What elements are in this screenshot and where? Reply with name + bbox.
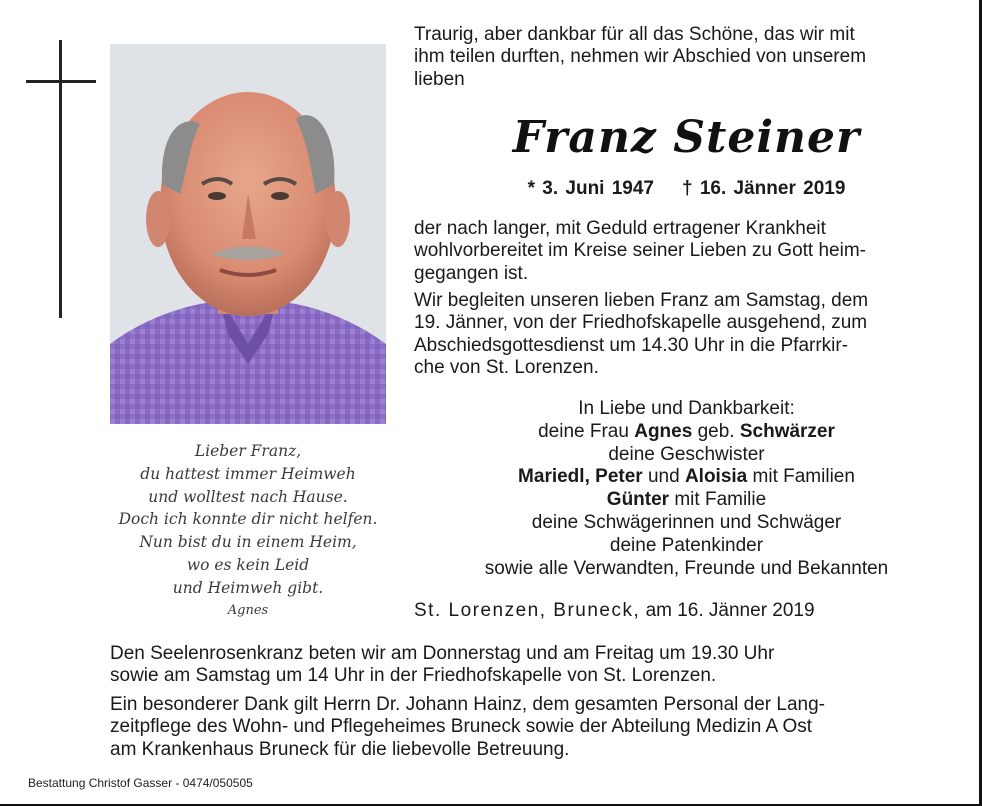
mourner-wife: deine Frau Agnes geb. Schwärzer — [538, 420, 835, 442]
intro-line: Traurig, aber dankbar für all das Schöne, das wir mit — [414, 24, 855, 45]
place-name: St. Lorenzen, Bruneck, — [414, 600, 641, 621]
poem-line: und Heimweh gibt. — [172, 578, 324, 597]
death-date: † 16. Jänner 2019 — [682, 178, 846, 199]
intro-line: lieben — [414, 68, 465, 90]
mourner-relatives: sowie alle Verwandten, Freunde und Bekannten — [484, 557, 889, 579]
body-line: der nach langer, mit Geduld ertragener Krankheit — [414, 218, 826, 239]
mourner-guenter: Günter mit Familie — [606, 489, 767, 511]
thanks-line: am Krankenhaus Bruneck für die liebevolle Betreuung. — [110, 738, 570, 760]
undertaker-credit: Bestattung Christof Gasser - 0474/050505 — [28, 776, 253, 790]
body-line: Abschiedsgottesdienst um 14.30 Uhr in die Pfarrkir- — [414, 334, 849, 356]
intro-line: ihm teilen durften, nehmen wir Abschied von unserem — [414, 46, 867, 68]
notice-date: am 16. Jänner 2019 — [645, 600, 815, 621]
mourner-inlaws: deine Schwägerinnen und Schwäger — [531, 511, 842, 533]
body-line: gegangen ist. — [414, 262, 529, 284]
poem-line: Lieber Franz, — [194, 442, 302, 460]
deceased-name: Franz Steiner — [512, 112, 861, 163]
place-and-date — [414, 600, 959, 622]
birth-date: * 3. Juni 1947 — [527, 178, 654, 199]
poem — [110, 440, 386, 622]
rosary-text — [110, 643, 958, 688]
thanks-line: zeitpflege des Wohn- und Pflegeheimes Bruneck sowie der Abteilung Medizin A Ost — [110, 716, 812, 738]
rosary-line: Den Seelenrosenkranz beten wir am Donnerstag und am Freitag um 19.30 Uhr — [110, 643, 775, 664]
mourner-siblings-names: Mariedl, Peter und Aloisia mit Familien — [518, 466, 855, 488]
body-line: 19. Jänner, von der Friedhofskapelle ausgehend, zum — [414, 312, 868, 334]
poem-line: Doch ich konnte dir nicht helfen. — [118, 510, 378, 529]
funeral-text — [414, 290, 959, 380]
mourner-siblings: deine Geschwister — [608, 443, 765, 465]
poem-signature: Agnes — [227, 602, 269, 618]
portrait-illustration — [110, 44, 386, 424]
thanks-text — [110, 694, 958, 761]
mourners-heading: In Liebe und Dankbarkeit: — [578, 398, 795, 419]
passing-text — [414, 218, 959, 285]
rosary-line: sowie am Samstag um 14 Uhr in der Friedhofskapelle von St. Lorenzen. — [110, 665, 717, 687]
body-line: Wir begleiten unseren lieben Franz am Samstag, dem — [414, 290, 869, 311]
body-line: che von St. Lorenzen. — [414, 357, 599, 379]
poem-line: Nun bist du in einem Heim, — [139, 533, 357, 552]
poem-line: und wolltest nach Hause. — [148, 487, 348, 506]
mourner-godchildren: deine Patenkinder — [609, 534, 764, 556]
poem-line: wo es kein Leid — [186, 555, 310, 574]
life-dates — [414, 178, 959, 200]
thanks-line: Ein besonderer Dank gilt Herrn Dr. Johann Hainz, dem gesamten Personal der Lang- — [110, 694, 825, 715]
cross-icon-bar — [26, 80, 96, 83]
mourners-list — [414, 398, 959, 580]
body-line: wohlvorbereitet im Kreise seiner Lieben zu Gott heim- — [414, 240, 866, 262]
intro-text — [414, 24, 959, 91]
poem-line: du hattest immer Heimweh — [140, 464, 356, 483]
portrait-photo — [110, 44, 386, 424]
